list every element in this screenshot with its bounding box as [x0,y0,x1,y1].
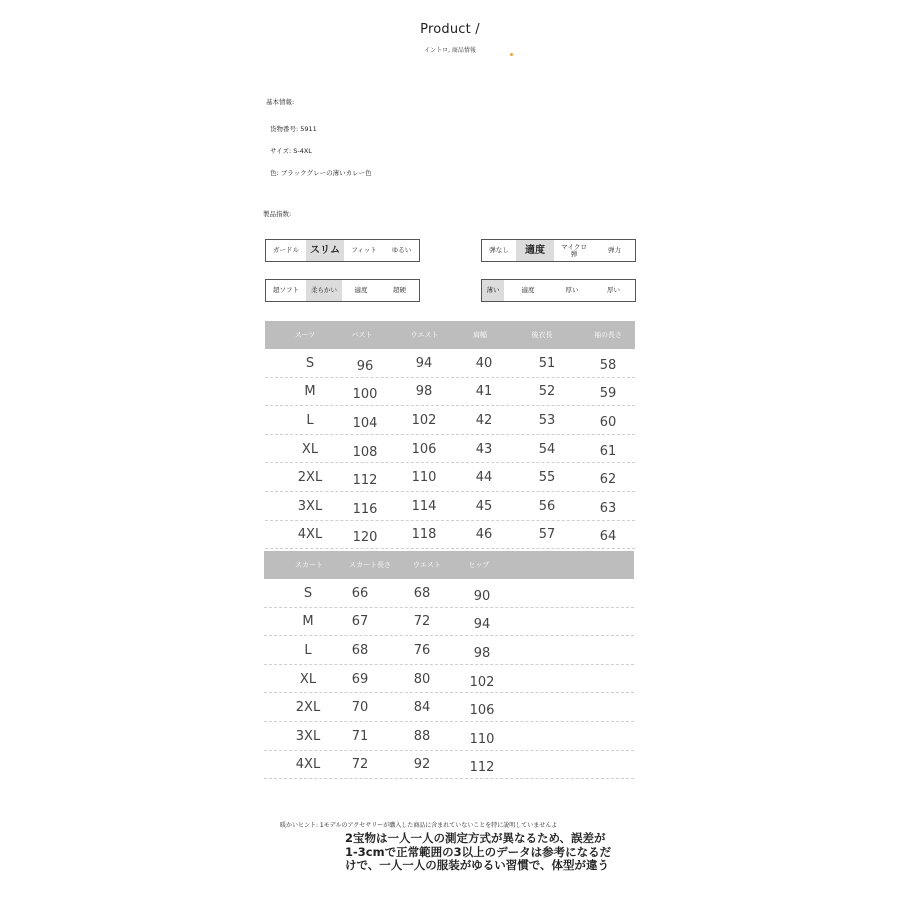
skirt-table-cell: 88 [413,728,431,744]
skirt-header-cell: スカート [295,561,323,569]
skirt-table-cell: S [303,585,313,601]
skirt-table-cell: 84 [413,700,431,716]
thickness-option-2: 厚い [565,286,579,295]
suit-table-cell: 59 [599,386,617,402]
suit-table-cell: 108 [352,444,378,460]
suit-header-cell: スーツ [294,331,316,339]
suit-table-cell: 44 [475,470,493,486]
skirt-table-cell: 72 [413,614,431,630]
suit-table-cell: 54 [538,441,556,457]
skirt-table-cell: 3XL [295,728,321,744]
suit-header-cell: ウエスト [410,331,439,339]
suit-table-cell: 43 [475,441,493,457]
skirt-table-row [264,722,634,751]
suit-table-cell: 52 [538,384,556,400]
skirt-table-cell: XL [299,671,317,687]
thickness-option-3: 厚い [607,286,620,295]
skirt-table-row [264,579,634,608]
suit-table-row [265,435,635,464]
skirt-table-cell: 4XL [295,757,321,773]
skirt-table-cell: 98 [473,645,491,661]
suit-header-cell: 肩幅 [473,331,487,339]
skirt-table-cell: 67 [351,614,369,630]
skirt-table-cell: L [304,642,312,658]
suit-table-cell: 114 [411,498,437,514]
suit-table-cell: 60 [599,414,617,430]
skirt-table-cell: 92 [413,757,431,773]
skirt-table-row [264,751,634,780]
notes-line-2: 1-3cmで正常範囲の3以上のデータは参考になるだ [345,845,612,859]
skirt-table-cell: 106 [469,703,495,719]
skirt-table-cell: 68 [351,642,369,658]
suit-table-cell: 3XL [297,498,323,514]
suit-table-cell: 116 [352,501,378,517]
skirt-table-header [264,551,634,579]
suit-table-cell: 45 [475,498,493,514]
color-info: 色: ブラックグレーの薄いカレー色 [270,169,372,177]
thickness-option-0-selected: 薄い [482,280,504,301]
suit-table-cell: XL [301,441,319,457]
thickness-option-1: 適度 [521,286,535,295]
skirt-table-cell: 112 [469,760,495,776]
elasticity-option-3: 弹力 [608,246,621,255]
suit-table-cell: 96 [356,358,374,374]
suit-table-cell: 40 [475,355,493,371]
suit-table-cell: 112 [352,473,378,489]
suit-table-cell: 61 [599,443,617,459]
suit-table-cell: 102 [411,412,437,428]
suit-size-table [265,321,635,551]
notes-line-3: けで、一人一人の服装がゆるい習慣で、体型が違う [345,858,610,872]
suit-table-cell: 104 [352,415,378,431]
skirt-header-cell: ウエスト [413,561,441,569]
skirt-table-cell: 68 [413,585,431,601]
suit-table-cell: 64 [599,529,617,545]
page-subtitle: イントロ, 商品情報 [424,47,476,54]
skirt-table-row [264,636,634,665]
softness-option-2: 適度 [354,286,368,295]
suit-table-cell: 4XL [297,527,323,543]
suit-table-cell: M [304,384,316,400]
suit-table-cell: 120 [352,530,378,546]
suit-header-cell: 袖の長さ [594,331,622,339]
suit-table-cell: 58 [599,357,617,373]
suit-header-cell: バスト [351,331,373,339]
skirt-table-cell: 69 [351,671,369,687]
skirt-table-cell: 66 [351,585,369,601]
skirt-table-cell: 76 [413,642,431,658]
suit-table-cell: L [306,412,314,428]
softness-option-1-selected: 柔らかい [306,280,342,301]
skirt-table-cell: 70 [351,700,369,716]
suit-table-row [265,349,635,378]
suit-table-cell: 51 [538,355,556,371]
skirt-table-cell: M [302,614,314,630]
suit-table-cell: 118 [411,527,437,543]
page-title: Product / [420,22,480,37]
skirt-table-row [264,693,634,722]
suit-table-cell: 42 [475,412,493,428]
fit-option-0: ガードル [273,246,299,255]
skirt-table-cell: 102 [469,674,495,690]
suit-table-cell: 57 [538,527,556,543]
suit-table-row [265,378,635,407]
skirt-table-row [264,608,634,637]
suit-table-cell: 46 [475,527,493,543]
suit-table-cell: 2XL [297,470,323,486]
product-index-heading: 製品指数: [263,210,292,218]
skirt-table-cell: 94 [473,617,491,633]
suit-table-row [265,521,635,550]
skirt-table-cell: 110 [469,731,495,747]
suit-table-cell: S [305,355,315,371]
skirt-table-cell: 71 [351,728,369,744]
notes-hint: 暖かいヒント: 1モデルのアクセサリーが購入した商品に含まれていないことを特に説明していませんよ [280,822,558,829]
suit-table-cell: 62 [599,472,617,488]
thickness-scale [481,279,636,302]
suit-table-header [265,321,635,349]
basic-info-heading: 基本情報: [266,98,295,106]
suit-table-row [265,463,635,492]
item-number: 货物番号: 5911 [270,125,317,133]
notes-line-1: 2宝物は一人一人の測定方式が異なるため、誤差が [345,831,606,845]
suit-table-row [265,492,635,521]
suit-table-cell: 63 [599,500,617,516]
fit-option-2: フィット [351,246,377,255]
suit-table-cell: 53 [538,412,556,428]
softness-scale [265,279,420,302]
skirt-size-table [264,551,634,781]
skirt-table-cell: 80 [413,671,431,687]
suit-table-row [265,406,635,435]
skirt-table-cell: 90 [473,588,491,604]
suit-table-cell: 94 [415,355,433,371]
skirt-table-cell: 2XL [295,700,321,716]
suit-table-cell: 41 [475,384,493,400]
elasticity-scale [481,239,636,262]
suit-table-cell: 98 [415,384,433,400]
suit-table-cell: 110 [411,470,437,486]
skirt-header-cell: ヒップ [468,561,490,569]
skirt-table-row [264,665,634,694]
fit-scale [265,239,420,262]
softness-option-0: 超ソフト [273,286,299,295]
fit-option-3: ゆるい [391,246,412,255]
suit-table-cell: 100 [352,387,378,403]
suit-table-cell: 56 [538,498,556,514]
suit-table-cell: 106 [411,441,437,457]
elasticity-option-0: 弾なし [489,246,509,255]
elasticity-option-1-selected: 適度 [516,240,554,261]
softness-option-3: 超硬 [393,286,406,295]
fit-option-1-selected: スリム [306,240,344,261]
size-range: サイズ: S-4XL [270,147,312,155]
suit-table-cell: 55 [538,470,556,486]
skirt-table-cell: 72 [351,757,369,773]
skirt-header-cell: スカート長さ [349,561,391,569]
accent-dot [510,53,513,56]
suit-header-cell: 後衣長 [531,331,553,339]
elasticity-option-2: マイクロ弾 [561,243,587,258]
